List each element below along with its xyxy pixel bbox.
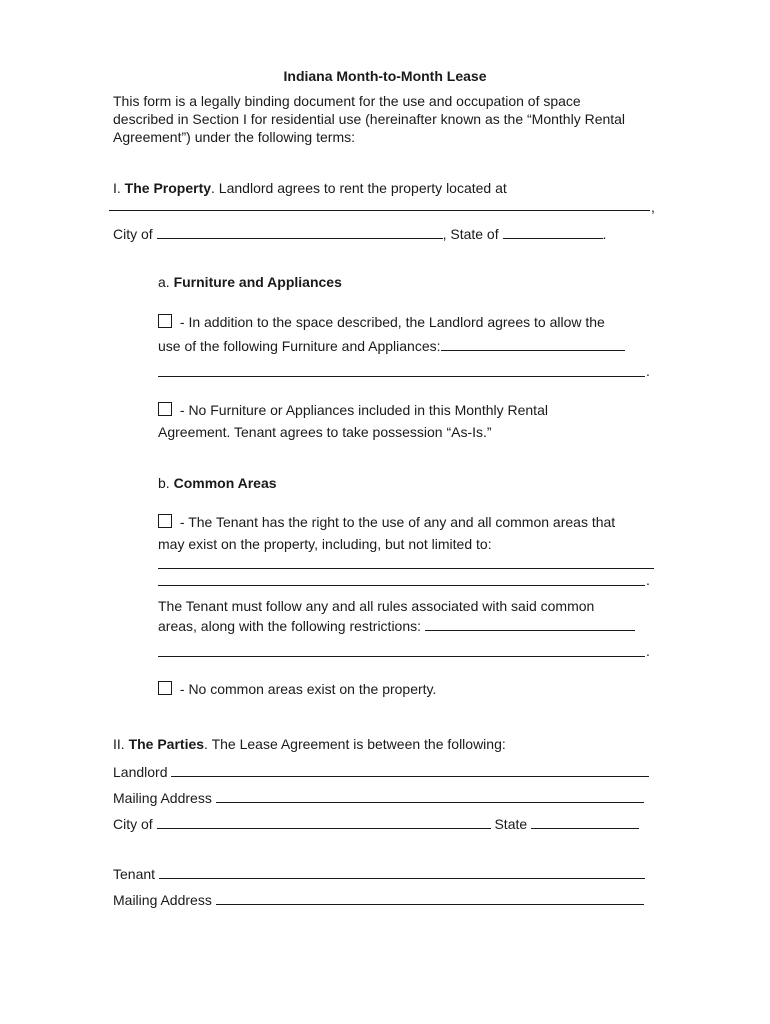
- furniture-heading: Furniture and Appliances: [173, 274, 342, 290]
- common-areas-list-field-2[interactable]: [158, 585, 645, 586]
- furniture-option1-line1: [158, 313, 605, 331]
- tenant-mailing-label: Mailing Address: [113, 892, 212, 908]
- landlord-city-state-line: [113, 813, 639, 833]
- no-common-areas-line: [158, 680, 436, 698]
- state-period: .: [602, 226, 607, 242]
- common-areas-heading: Common Areas: [173, 475, 277, 491]
- tenant-label: Tenant: [113, 866, 156, 882]
- common-areas-access-checkbox[interactable]: [158, 514, 172, 528]
- property-city-field[interactable]: [157, 223, 443, 239]
- landlord-city-label: City of: [113, 816, 153, 832]
- city-label: City of: [113, 226, 153, 242]
- document-title: Indiana Month-to-Month Lease: [283, 68, 487, 84]
- furniture-list-field[interactable]: [441, 335, 625, 351]
- landlord-line: [113, 761, 649, 781]
- no-furniture-checkbox[interactable]: [158, 402, 172, 416]
- intro-paragraph: This form is a legally binding document for the use and occupation of space described in Section I for residential use (hereinafter known as the “Monthly Rental Agreement”) under the following terms:: [113, 93, 626, 145]
- property-address-field[interactable]: [109, 210, 650, 211]
- landlord-mailing-line: [113, 787, 644, 807]
- landlord-state-field[interactable]: [531, 813, 639, 829]
- section1-text: . Landlord agrees to rent the property located at: [211, 180, 507, 196]
- no-common-areas-text: - No common areas exist on the property.: [176, 681, 437, 697]
- no-common-areas-checkbox[interactable]: [158, 681, 172, 695]
- landlord-city-field[interactable]: [157, 813, 491, 829]
- property-city-line: [113, 223, 606, 243]
- section2-heading: The Parties: [128, 736, 205, 752]
- restrictions-field-2[interactable]: [158, 656, 645, 657]
- state-label: , State of: [442, 226, 499, 242]
- common-areas-list-field[interactable]: [158, 568, 654, 569]
- tenant-line: [113, 863, 645, 883]
- section2-text: . The Lease Agreement is between the following:: [204, 736, 506, 752]
- furniture-letter: a.: [158, 274, 170, 290]
- common-option1-line2: may exist on the property, including, but not limited to:: [158, 536, 492, 552]
- common-option1-line1: [158, 513, 615, 531]
- common-rules-line2: [158, 615, 635, 635]
- address-comma: ,: [651, 199, 655, 215]
- section2-heading-line: [113, 735, 506, 753]
- section1-number: I.: [113, 180, 121, 196]
- common-option1-text: - The Tenant has the right to the use of any and all common areas that: [176, 514, 616, 530]
- tenant-mailing-field[interactable]: [216, 889, 644, 905]
- furniture-option1-text2: use of the following Furniture and Appliances:: [158, 338, 441, 354]
- section1-heading-line: [113, 179, 507, 197]
- landlord-name-field[interactable]: [171, 761, 649, 777]
- furniture-option1-line2: [158, 335, 625, 355]
- common-period1: .: [646, 572, 650, 588]
- landlord-label: Landlord: [113, 764, 168, 780]
- tenant-name-field[interactable]: [159, 863, 645, 879]
- common-areas-letter: b.: [158, 475, 170, 491]
- furniture-option2-text: - No Furniture or Appliances included in this Monthly Rental: [176, 402, 548, 418]
- restrictions-field[interactable]: [425, 615, 635, 631]
- section2-number: II.: [113, 736, 125, 752]
- furniture-option1-text: - In addition to the space described, the Landlord agrees to allow the: [176, 314, 605, 330]
- landlord-mailing-label: Mailing Address: [113, 790, 212, 806]
- common-rules-line1: The Tenant must follow any and all rules associated with said common: [158, 598, 595, 614]
- tenant-mailing-line: [113, 889, 644, 909]
- furniture-included-checkbox[interactable]: [158, 314, 172, 328]
- property-state-field[interactable]: [503, 223, 603, 239]
- common-rules-text2: areas, along with the following restrictions:: [158, 618, 422, 634]
- landlord-mailing-field[interactable]: [216, 787, 644, 803]
- furniture-list-field-2[interactable]: [158, 376, 645, 377]
- furniture-period: .: [646, 363, 650, 379]
- section1-heading: The Property: [124, 180, 212, 196]
- furniture-heading-line: [158, 273, 342, 291]
- furniture-option2-line2: Agreement. Tenant agrees to take possession “As-Is.”: [158, 424, 492, 440]
- furniture-option2-line1: [158, 401, 548, 419]
- common-period2: .: [646, 643, 650, 659]
- common-areas-heading-line: [158, 474, 277, 492]
- landlord-state-label: State: [494, 816, 528, 832]
